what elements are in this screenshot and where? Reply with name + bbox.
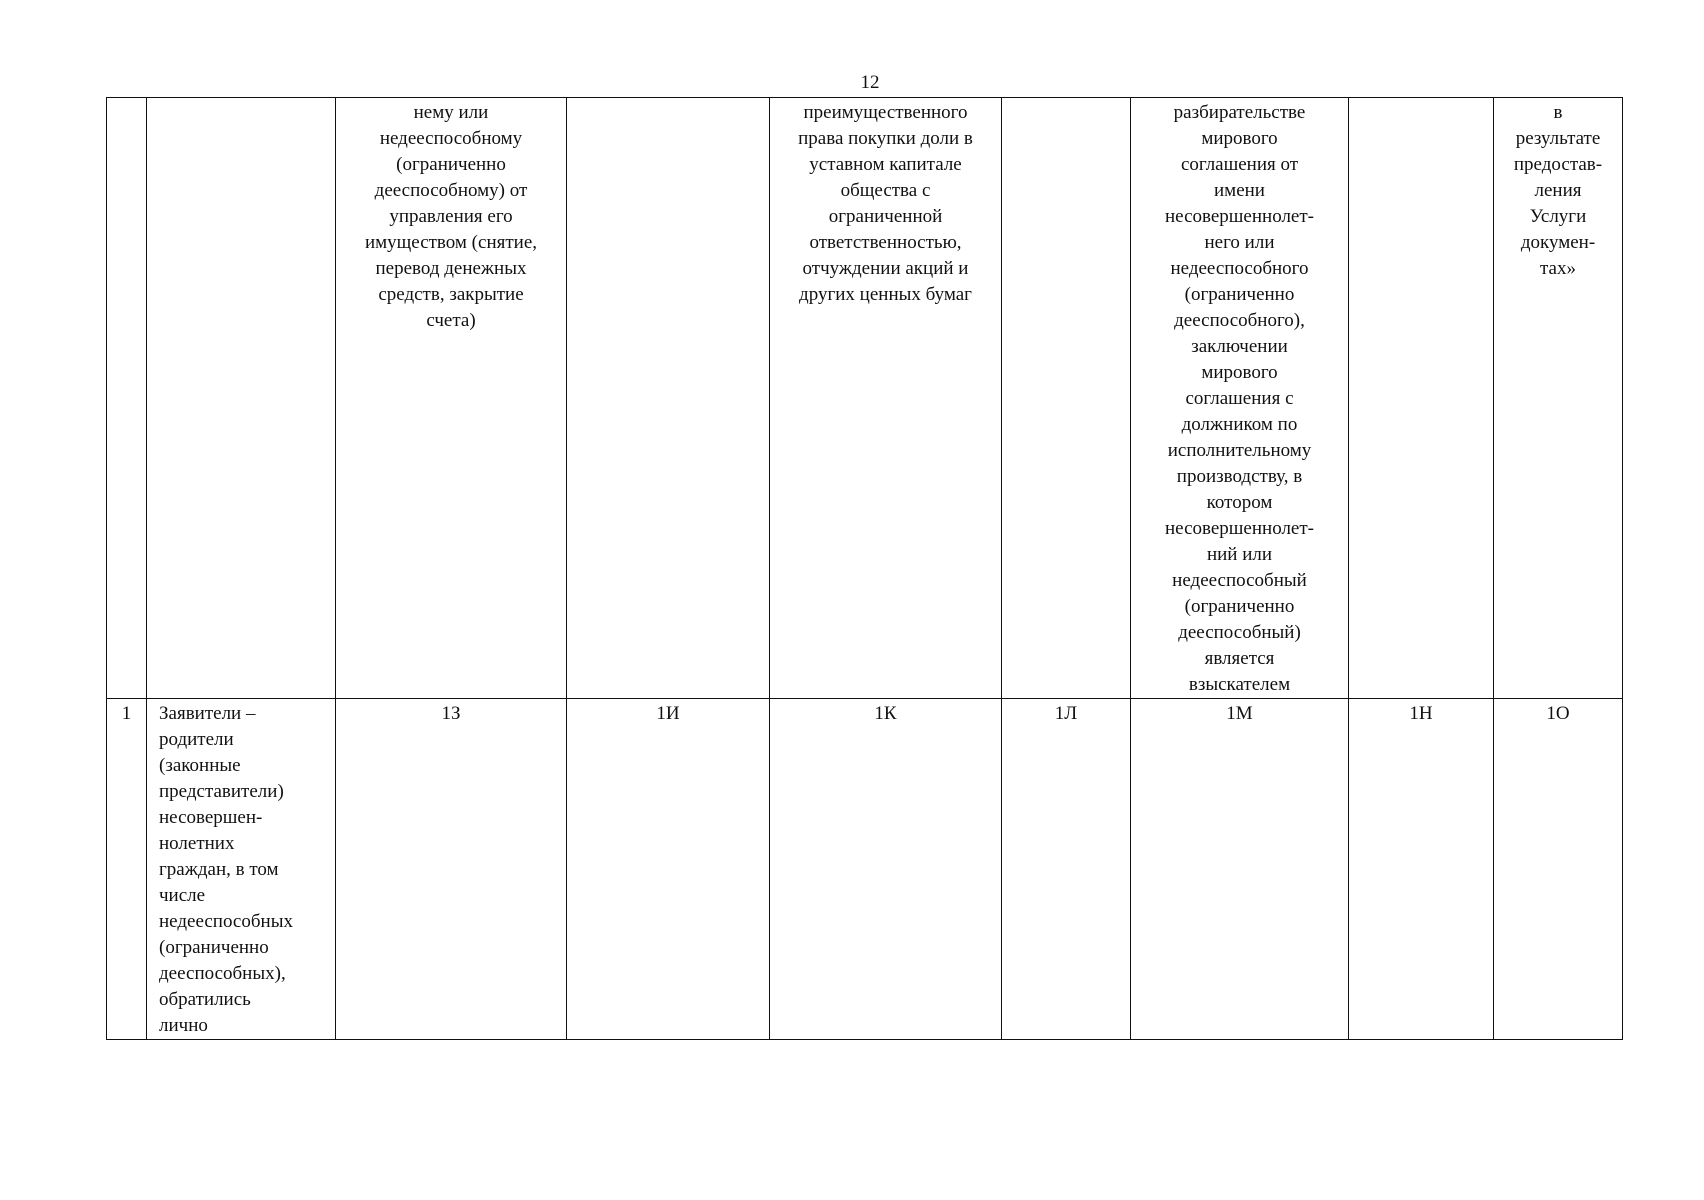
table-cell-col8	[1349, 98, 1494, 699]
table-cell-col7: 1М	[1131, 699, 1349, 1040]
table-cell-col5: 1К	[770, 699, 1002, 1040]
table-row-continuation	[107, 98, 1623, 699]
table-cell-col9: в результате предостав- ления Услуги докумен- тах»	[1494, 98, 1623, 699]
table-cell-col7: разбирательстве мирового соглашения от имени несовершеннолет- него или недееспособного (ограниченно дееспособного), заключении мирового соглашения с должником по исполнительному производству, в котором несовершеннолет- ний или недееспособный (ограниченно дееспособный) является взыскателем	[1131, 98, 1349, 699]
table-cell-col4: 1И	[567, 699, 770, 1040]
table-cell-number	[107, 98, 147, 699]
table-cell-col6	[1002, 98, 1131, 699]
table-cell-col8: 1Н	[1349, 699, 1494, 1040]
table-cell-col5: преимущественного права покупки доли в уставном капитале общества с ограниченной ответственностью, отчуждении акций и других ценных бумаг	[770, 98, 1002, 699]
page-number: 12	[860, 72, 880, 93]
services-table	[106, 97, 1623, 1040]
table-cell-applicant: Заявители – родители (законные представители) несовершен- нолетних граждан, в том числе недееспособных (ограниченно дееспособных), обратились лично	[147, 699, 336, 1040]
table-cell-col3: нему или недееспособному (ограниченно дееспособному) от управления его имуществом (снятие, перевод денежных средств, закрытие счета)	[336, 98, 567, 699]
table-cell-col6: 1Л	[1002, 699, 1131, 1040]
table-cell-applicant	[147, 98, 336, 699]
table-cell-col9: 1О	[1494, 699, 1623, 1040]
table-cell-col3: 1З	[336, 699, 567, 1040]
table-cell-col4	[567, 98, 770, 699]
table-row-1	[107, 699, 1623, 1040]
table-cell-number: 1	[107, 699, 147, 1040]
